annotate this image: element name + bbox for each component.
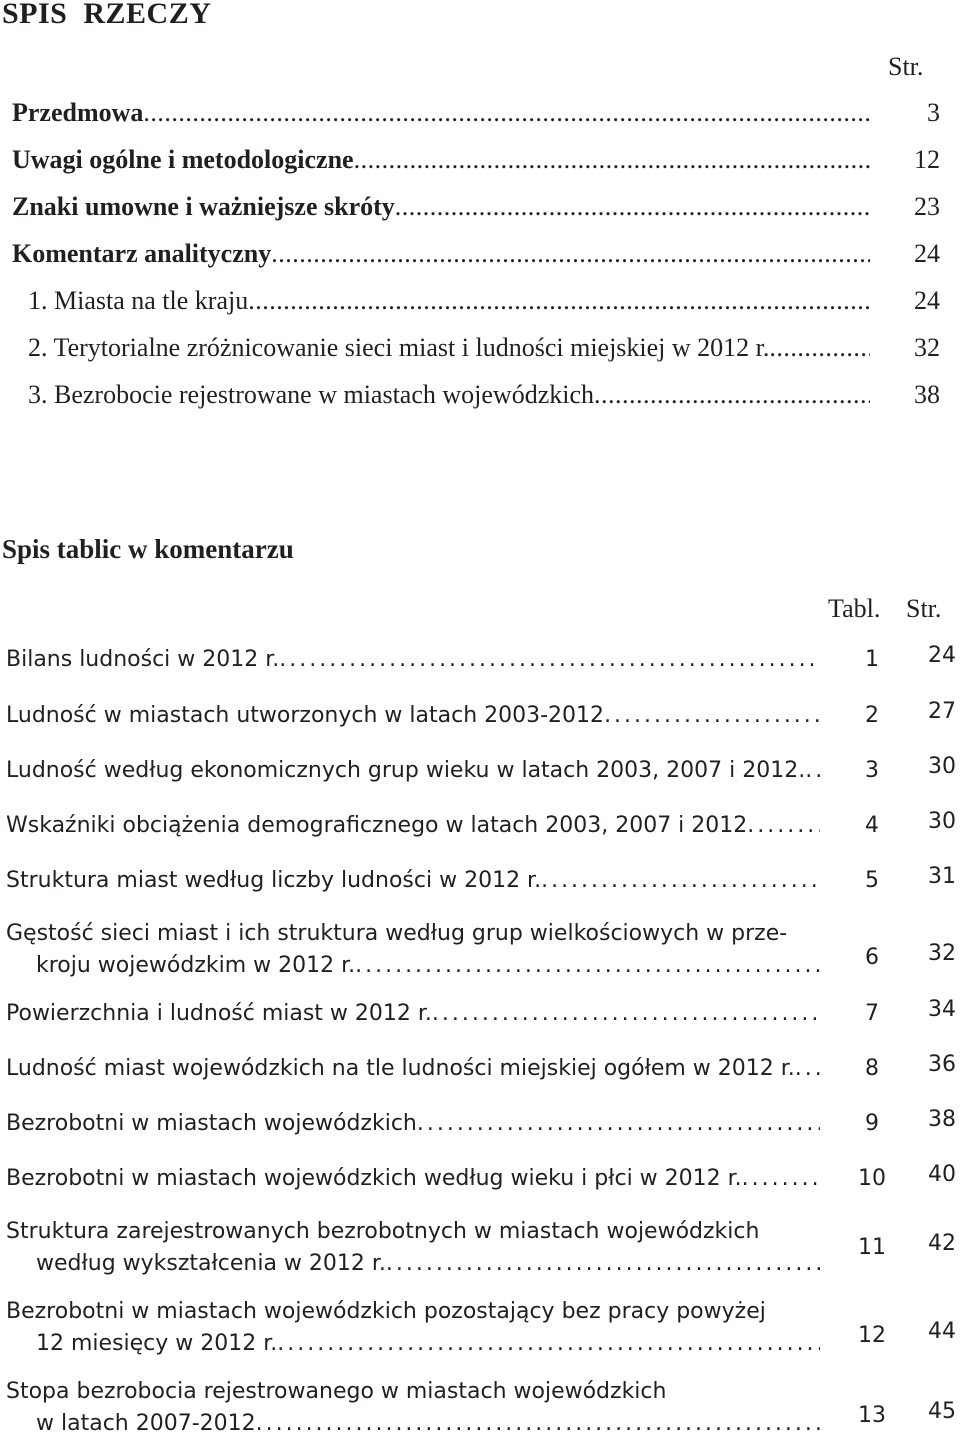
table-number: 12 — [858, 1323, 886, 1348]
table-number: 8 — [865, 1056, 879, 1081]
toc-entry-page: 24 — [914, 286, 940, 315]
table-number: 4 — [865, 813, 879, 838]
table-entry-title: Ludność według ekonomicznych grup wieku w latach 2003, 2007 i 2012. — [6, 758, 806, 783]
dot-leader — [279, 644, 820, 676]
table-entry-line — [6, 700, 820, 732]
table-list-entry[interactable] — [6, 918, 820, 982]
table-number: 6 — [865, 945, 879, 970]
table-number: 7 — [865, 1001, 879, 1026]
dot-leader — [355, 950, 820, 982]
table-page-number: 34 — [928, 997, 956, 1022]
table-list-entry[interactable] — [6, 700, 820, 732]
table-page-number: 30 — [928, 754, 956, 779]
dot-leader — [277, 1328, 820, 1360]
table-entry-title: Powierzchnia i ludność miast w 2012 r. — [6, 1001, 432, 1026]
table-number: 1 — [865, 647, 879, 672]
table-list-entry[interactable] — [6, 998, 820, 1030]
table-list-entry[interactable] — [6, 1053, 820, 1085]
table-entry-line — [6, 1163, 820, 1195]
toc-entry-title: 2. Terytorialne zróżnicowanie sieci miast i ludności miejskiej w 2012 r. — [28, 333, 770, 362]
table-entry-title: kroju wojewódzkim w 2012 r. — [36, 953, 356, 978]
table-list-entry[interactable] — [6, 865, 820, 897]
table-page-number: 36 — [928, 1052, 956, 1077]
table-entry-line — [6, 918, 820, 950]
table-entry-line — [6, 1053, 820, 1085]
dot-leader — [795, 1053, 820, 1085]
toc-entry-page: 38 — [914, 380, 940, 409]
dot-leader — [747, 810, 820, 842]
table-list-entry[interactable] — [6, 1376, 820, 1440]
table-page-number: 31 — [928, 864, 956, 889]
table-entry-line — [6, 950, 820, 982]
toc-entry-page: 12 — [914, 145, 940, 174]
table-entry-line — [6, 1328, 820, 1360]
toc-entry-terytorialne[interactable] — [28, 331, 870, 365]
tabl-column-header: Tabl. — [828, 594, 881, 623]
table-number: 3 — [865, 758, 879, 783]
table-list-entry[interactable] — [6, 810, 820, 842]
table-page-number: 44 — [928, 1319, 956, 1344]
dot-leader — [604, 700, 820, 732]
table-entry-line — [6, 644, 820, 676]
table-list-entry[interactable] — [6, 1163, 820, 1195]
table-list-entry[interactable] — [6, 644, 820, 676]
table-page-number: 32 — [928, 941, 956, 966]
table-entry-line — [6, 1248, 820, 1280]
toc-entry-znaki[interactable] — [12, 190, 870, 224]
toc-entry-page: 32 — [914, 333, 940, 362]
table-page-number: 42 — [928, 1231, 956, 1256]
table-list-entry[interactable] — [6, 1216, 820, 1280]
table-entry-line — [6, 998, 820, 1030]
page-title: SPIS RZECZY — [2, 0, 212, 30]
table-number: 9 — [865, 1111, 879, 1136]
table-entry-line — [6, 1296, 820, 1328]
dot-leader — [805, 755, 820, 787]
dot-leader — [541, 865, 820, 897]
table-number: 11 — [858, 1235, 886, 1260]
table-entry-title: Gęstość sieci miast i ich struktura według grup wielkościowych w prze- — [6, 921, 788, 946]
table-entry-line — [6, 1108, 820, 1140]
toc-entry-uwagi[interactable] — [12, 143, 870, 177]
toc-page-column-header: Str. — [888, 52, 924, 81]
toc-entry-title: 3. Bezrobocie rejestrowane w miastach wojewódzkich — [28, 380, 595, 409]
table-entry-title: Bezrobotni w miastach wojewódzkich — [6, 1111, 417, 1136]
toc-entry-page: 24 — [914, 239, 940, 268]
toc-entry-title: Znaki umowne i ważniejsze skróty — [12, 192, 395, 221]
table-entry-line — [6, 755, 820, 787]
table-page-number: 40 — [928, 1162, 956, 1187]
toc-entry-miasta[interactable] — [28, 284, 870, 318]
table-number: 10 — [858, 1166, 886, 1191]
table-page-number: 38 — [928, 1107, 956, 1132]
table-entry-title: Bezrobotni w miastach wojewódzkich pozostający bez pracy powyżej — [6, 1299, 766, 1324]
table-entry-title: według wykształcenia w 2012 r. — [36, 1251, 386, 1276]
table-number: 5 — [865, 868, 879, 893]
dot-leader — [395, 190, 870, 224]
table-entry-line — [6, 865, 820, 897]
table-number: 2 — [865, 703, 879, 728]
dot-leader — [386, 1248, 820, 1280]
toc-entry-page: 3 — [927, 98, 940, 127]
toc-entry-title: Przedmowa — [12, 98, 144, 127]
toc-entry-przedmowa[interactable] — [12, 96, 870, 130]
dot-leader — [248, 284, 870, 318]
str-column-header: Str. — [906, 594, 942, 623]
table-list-entry[interactable] — [6, 755, 820, 787]
table-page-number: 30 — [928, 809, 956, 834]
table-entry-line — [6, 1376, 820, 1408]
table-page-number: 24 — [928, 643, 956, 668]
table-entry-title: Ludność miast wojewódzkich na tle ludności miejskiej ogółem w 2012 r. — [6, 1056, 795, 1081]
table-entry-line — [6, 1408, 820, 1440]
table-page-number: 45 — [928, 1399, 956, 1424]
dot-leader — [594, 378, 870, 412]
table-entry-line — [6, 1216, 820, 1248]
table-entry-title: Wskaźniki obciążenia demograficznego w latach 2003, 2007 i 2012 — [6, 813, 748, 838]
toc-entry-title: Uwagi ogólne i metodologiczne — [12, 145, 354, 174]
table-entry-title: Bezrobotni w miastach wojewódzkich według wieku i płci w 2012 r. — [6, 1166, 742, 1191]
table-entry-title: Ludność w miastach utworzonych w latach 2003-2012 — [6, 703, 605, 728]
dot-leader — [742, 1163, 820, 1195]
table-entry-title: Bilans ludności w 2012 r. — [6, 647, 280, 672]
toc-entry-komentarz[interactable] — [12, 237, 870, 271]
dot-leader — [256, 1408, 820, 1440]
dot-leader — [354, 143, 870, 177]
toc-entry-page: 23 — [914, 192, 940, 221]
table-number: 13 — [858, 1403, 886, 1428]
table-entry-title: 12 miesięcy w 2012 r. — [36, 1331, 278, 1356]
table-list-entry[interactable] — [6, 1108, 820, 1140]
table-entry-title: Struktura miast według liczby ludności w 2012 r. — [6, 868, 542, 893]
toc-entry-title: Komentarz analityczny — [12, 239, 272, 268]
table-entry-title: w latach 2007-2012 — [36, 1411, 256, 1436]
toc-entry-bezrobocie[interactable] — [28, 378, 870, 412]
toc-entry-title: 1. Miasta na tle kraju — [28, 286, 249, 315]
dot-leader — [432, 998, 820, 1030]
table-page-number: 27 — [928, 699, 956, 724]
dot-leader — [271, 237, 870, 271]
dot-leader — [417, 1108, 820, 1140]
table-entry-title: Struktura zarejestrowanych bezrobotnych w miastach wojewódzkich — [6, 1219, 760, 1244]
table-entry-title: Stopa bezrobocia rejestrowanego w miastach wojewódzkich — [6, 1379, 667, 1404]
dot-leader — [143, 96, 870, 130]
section-heading-tables: Spis tablic w komentarzu — [2, 534, 294, 564]
table-list-entry[interactable] — [6, 1296, 820, 1360]
dot-leader — [769, 331, 870, 365]
table-entry-line — [6, 810, 820, 842]
